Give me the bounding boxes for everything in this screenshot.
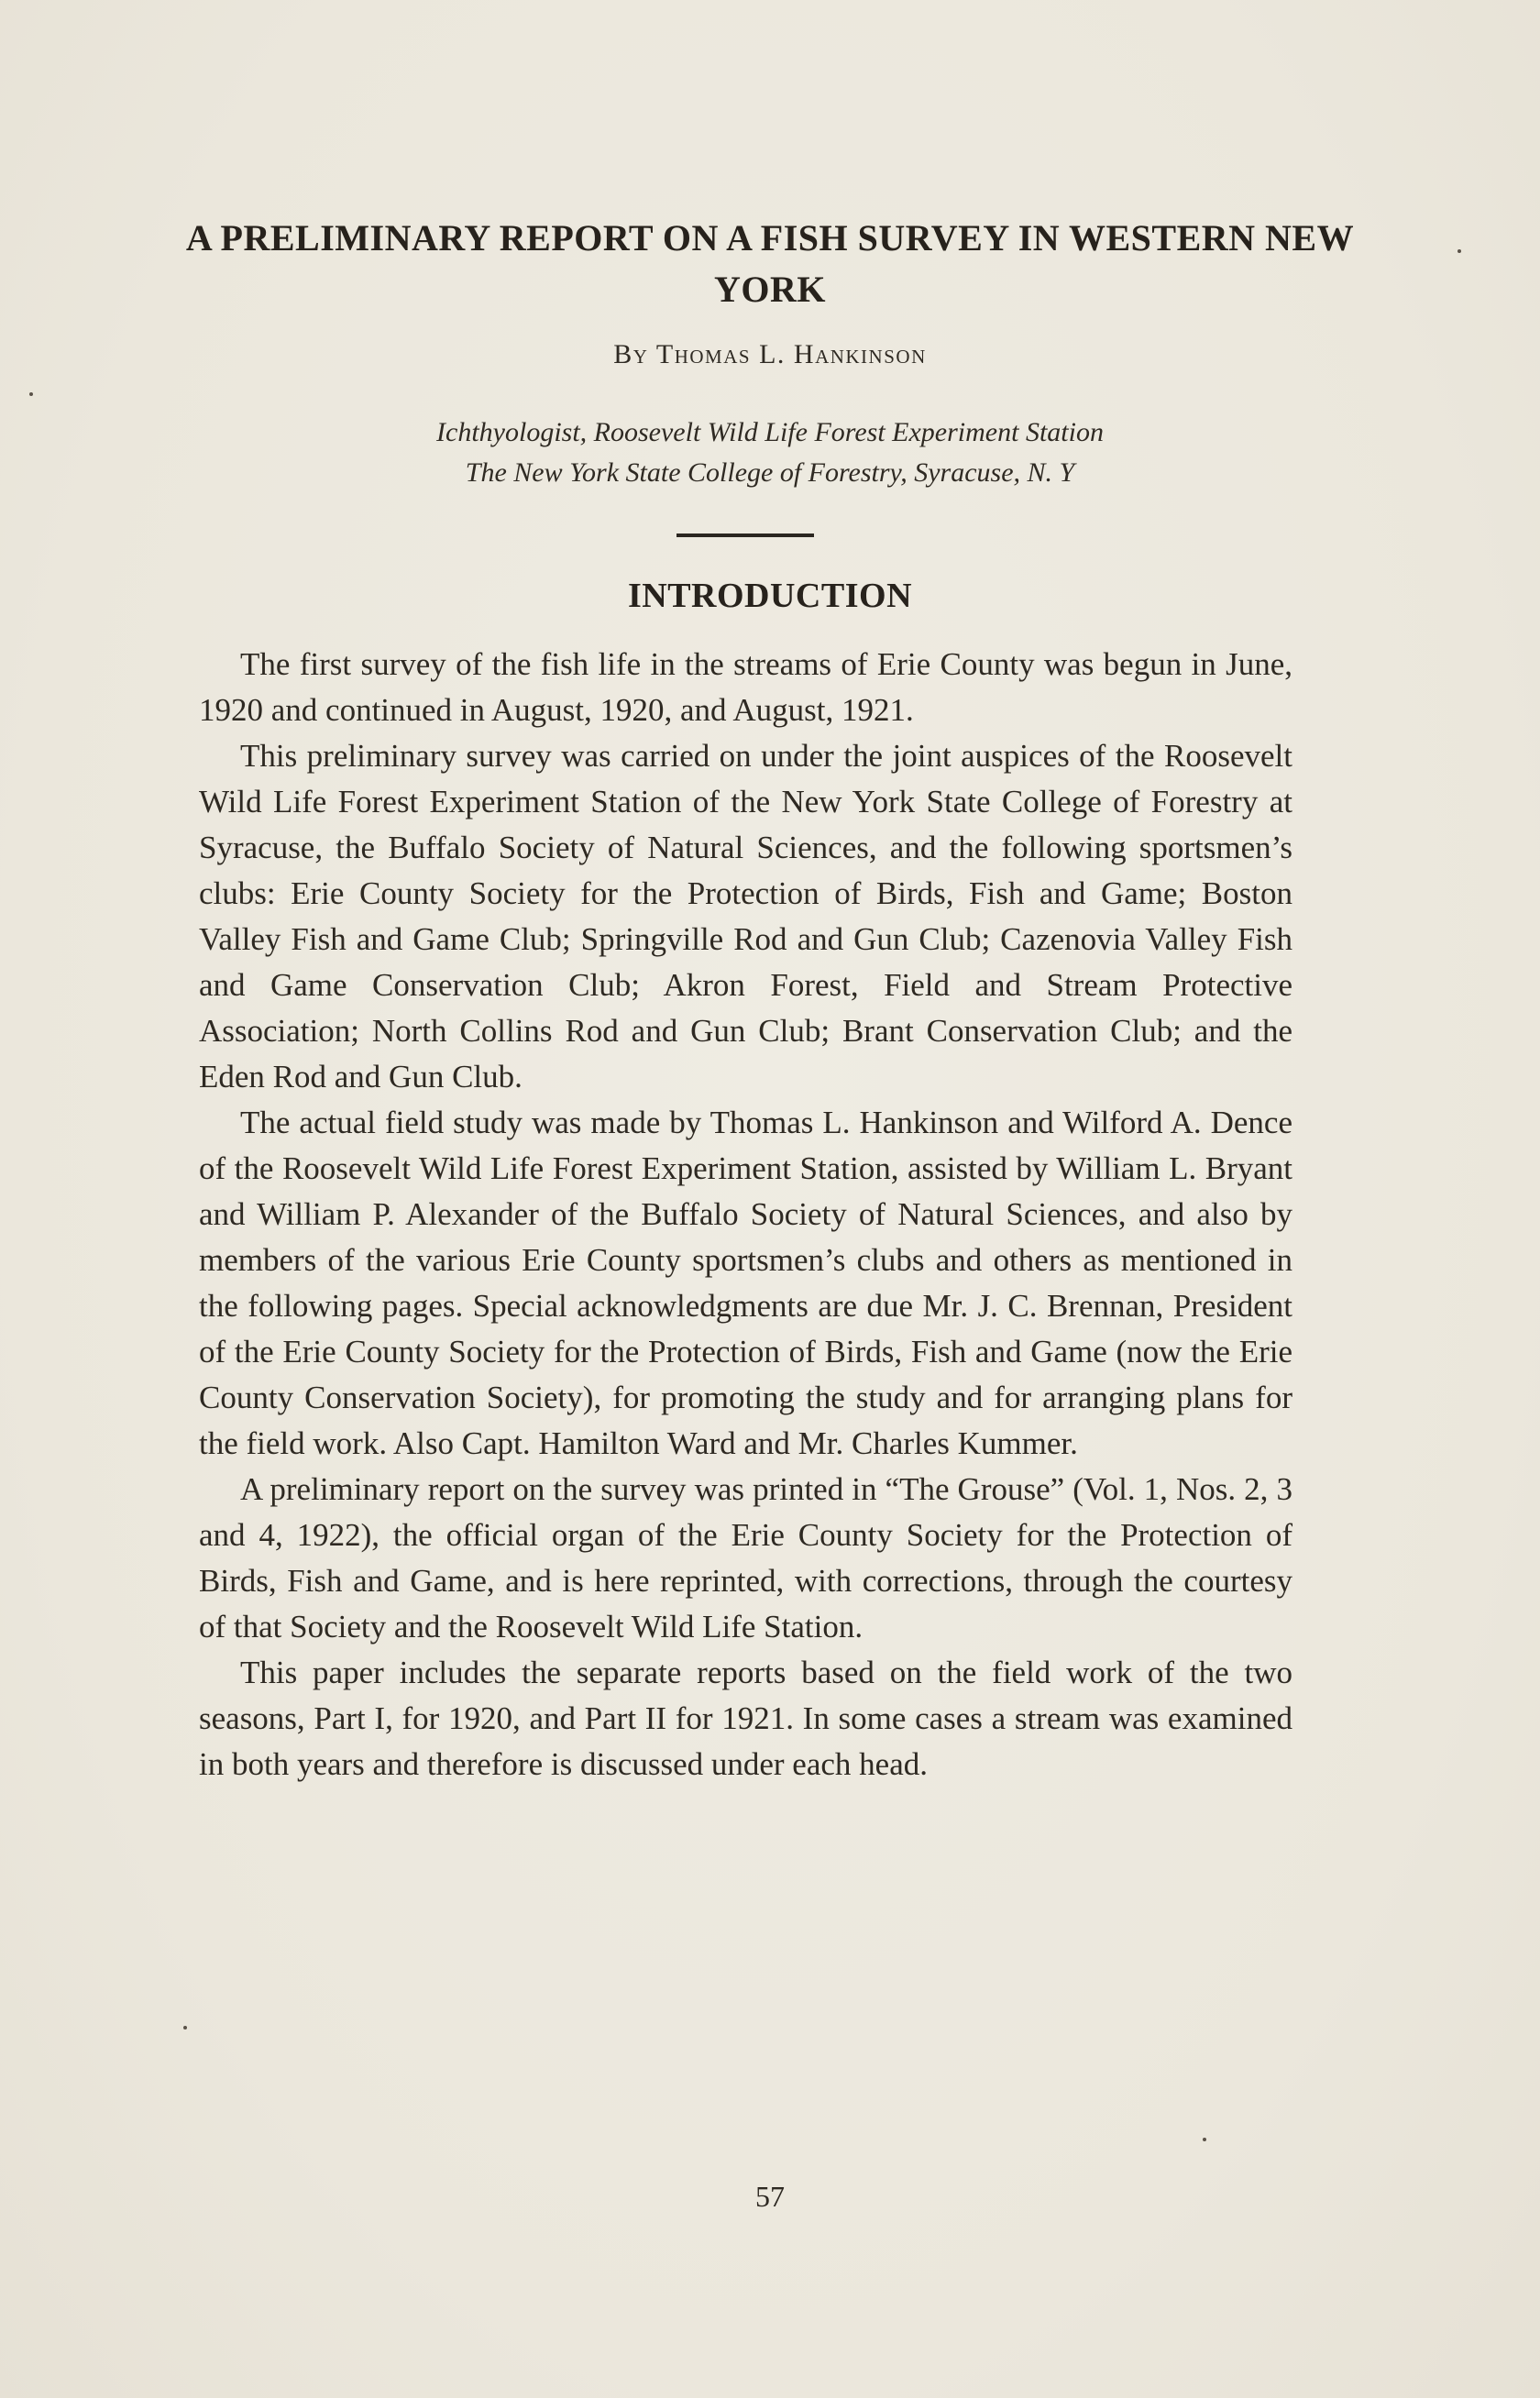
paragraph: This preliminary survey was carried on under the joint auspices of the Roosevelt Wild Life Forest Experiment Station of the New York State College of Forestry at Syracuse, the Buffalo Society of Natural Sciences, and the following sportsmen’s clubs: Erie County Society for the Protection of Birds, Fish and Game; Boston Valley Fish and Game Club; Springville Rod and Gun Club; Cazenovia Valley Fish and Game Conservation Club; Akron Forest, Field and Stream Protective Association; North Collins Rod and Gun Club; Brant Conservation Club; and the Eden Rod and Gun Club. [199, 738, 1292, 1094]
paragraph: The first survey of the fish life in the streams of Erie County was begun in June, 1920 and continued in August, 1920, and August, 1921. [199, 646, 1292, 728]
paper-speck [1203, 2138, 1206, 2141]
paragraph: The actual field study was made by Thomas L. Hankinson and Wilford A. Dence of the Roosevelt Wild Life Forest Experiment Station, assisted by William L. Bryant and William P. Alexander of the Buffalo Society of Natural Sciences, and also by members of the various Erie County sportsmen’s clubs and others as mentioned in the following pages. Special acknowledgments are due Mr. J. C. Brennan, President of the Erie County Society for the Protection of Birds, Fish and Game (now the Erie County Conservation Society), for promoting the study and for arranging plans for the field work. Also Capt. Hamilton Ward and Mr. Charles Kummer. [199, 1105, 1292, 1461]
author-byline: By Thomas L. Hankinson [613, 339, 927, 369]
affiliation-line-1: Ichthyologist, Roosevelt Wild Life Forest Experiment Station [436, 417, 1104, 447]
section-divider [676, 534, 814, 537]
paper-speck [1458, 249, 1461, 253]
section-heading: INTRODUCTION [627, 577, 913, 615]
page-number: 57 [755, 2180, 785, 2213]
paragraph: This paper includes the separate reports based on the field work of the two seasons, Part I, for 1920, and Part II for 1921. In some cases a stream was examined in both years and therefore is discussed under each head. [199, 1655, 1292, 1782]
paragraph: A preliminary report on the survey was printed in “The Grouse” (Vol. 1, Nos. 2, 3 and 4, 1922), the official organ of the Erie County Society for the Protection of Birds, Fish and Game, and is here reprinted, with corrections, through the courtesy of that Society and the Roosevelt Wild Life Station. [199, 1471, 1292, 1644]
paper-speck [183, 2026, 187, 2030]
body-text [199, 642, 1292, 1788]
paper-speck [29, 392, 33, 396]
author-affiliation [165, 412, 1375, 493]
document-title: A PRELIMINARY REPORT ON A FISH SURVEY IN WESTERN NEW YORK [185, 217, 1355, 310]
affiliation-line-2: The New York State College of Forestry, Syracuse, N. Y [465, 457, 1075, 488]
